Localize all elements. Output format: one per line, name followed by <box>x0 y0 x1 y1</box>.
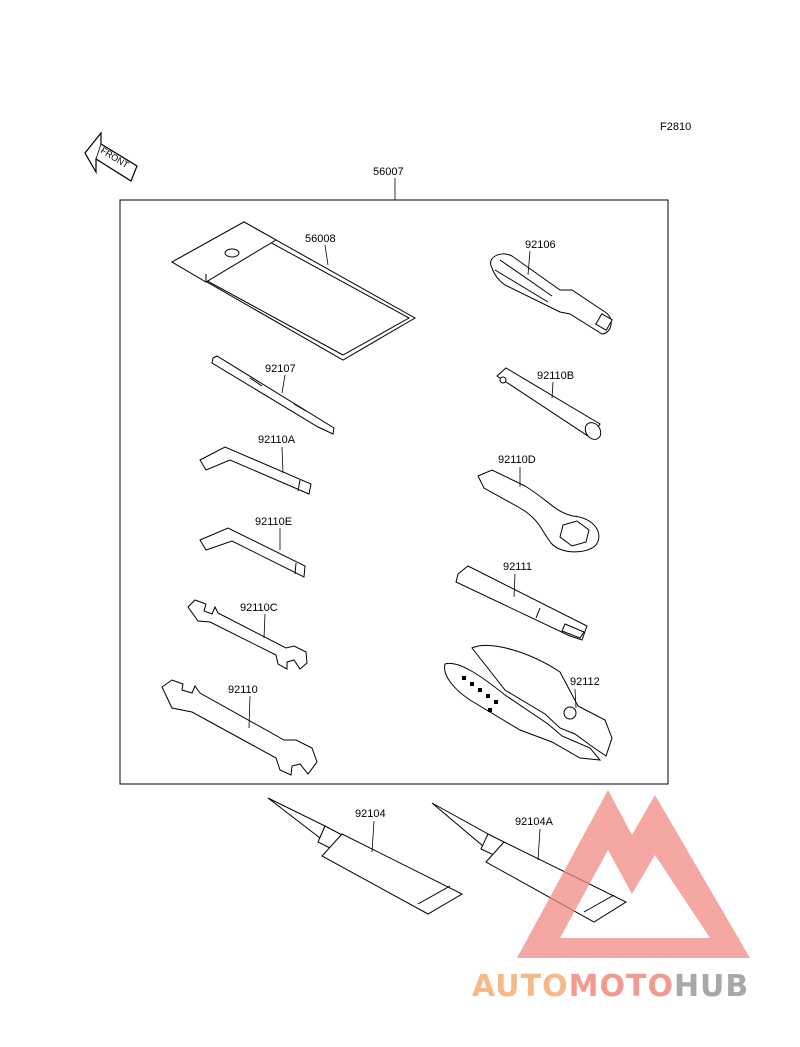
part-label-92110B: 92110B <box>537 370 575 382</box>
pliers-icon <box>445 645 612 760</box>
part-label-92104: 92104 <box>355 808 386 820</box>
part-label-56007: 56007 <box>373 166 404 178</box>
part-label-56008: 56008 <box>305 233 336 245</box>
part-label-92106: 92106 <box>525 239 556 251</box>
watermark-text <box>472 969 749 1004</box>
part-label-92110A: 92110A <box>258 434 296 446</box>
part-label-92107: 92107 <box>265 363 296 375</box>
front-label: FRONT <box>98 145 131 171</box>
hex-key-icon <box>200 528 305 577</box>
ring-spanner-icon <box>478 470 599 552</box>
front-arrow-icon <box>85 133 137 181</box>
bar-tool-icon <box>456 566 587 640</box>
tool-bag-icon <box>172 222 415 360</box>
part-label-92110D: 92110D <box>498 454 536 466</box>
part-label-92110E: 92110E <box>255 516 293 528</box>
figure-code: F2810 <box>660 121 692 133</box>
part-label-92110: 92110 <box>228 684 258 696</box>
part-label-92112: 92112 <box>570 676 600 688</box>
watermark-moto: MOTO <box>568 969 674 1004</box>
part-label-92110C: 92110C <box>240 602 278 614</box>
screwdriver-handle-icon <box>491 254 613 334</box>
part-label-92104A: 92104A <box>515 816 553 828</box>
hex-key-icon <box>200 447 311 494</box>
watermark-hub: HUB <box>673 969 750 1004</box>
watermark-auto: AUTO <box>472 969 569 1004</box>
part-label-92111: 92111 <box>503 561 532 573</box>
